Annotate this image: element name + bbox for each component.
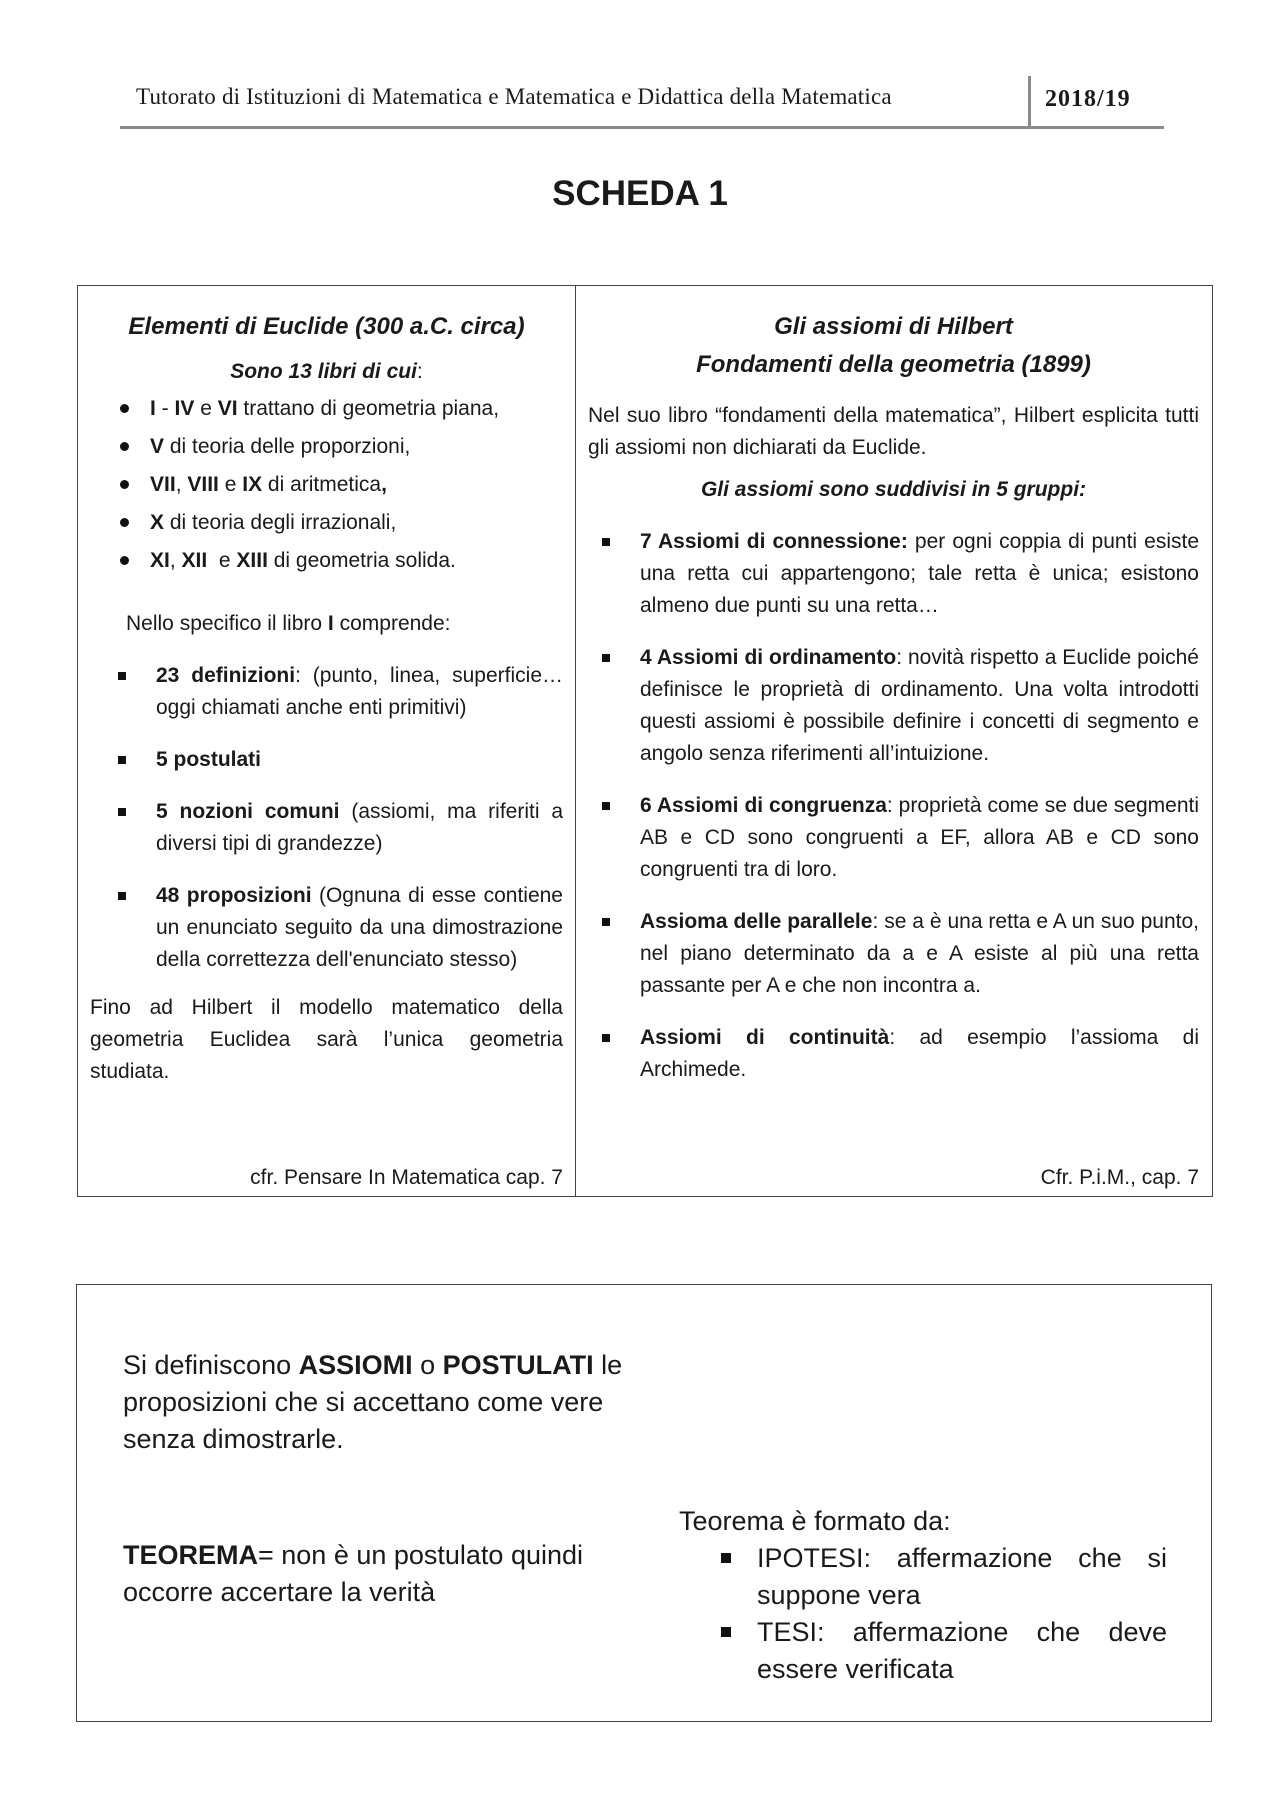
book-number: XI xyxy=(150,549,170,572)
book-text: - xyxy=(155,397,175,420)
list-item xyxy=(110,504,563,542)
euclid-column xyxy=(78,286,576,1196)
book-text: di aritmetica xyxy=(262,473,382,496)
intro-bold: I xyxy=(327,612,334,635)
book-text: e xyxy=(218,473,243,496)
book-text: , xyxy=(175,473,188,496)
list-item xyxy=(598,906,1199,1002)
item-bold: Assioma delle parallele xyxy=(640,910,873,933)
item-text: : proprietà come se due segmenti AB e CD sono congruenti a EF, allora AB e CD sono congruenti tra di loro. xyxy=(640,794,1200,881)
item-bold: 5 postulati xyxy=(156,748,262,771)
theorem-structure xyxy=(679,1503,1167,1688)
header-title: Tutorato di Istituzioni di Matematica e Matematica e Didattica della Matematica xyxy=(136,84,892,109)
header-rule xyxy=(120,126,1164,129)
theorem-structure-title: Teorema è formato da: xyxy=(679,1506,951,1536)
theorem-parts xyxy=(679,1540,1167,1688)
item-bold: 6 Assiomi di congruenza xyxy=(640,794,887,817)
book-number: IV xyxy=(174,397,195,420)
item-text: per ogni coppia di punti esiste una retta cui appartengono; tale retta è unica; esistono almeno due punti su una retta… xyxy=(640,530,1200,617)
books-list xyxy=(90,390,563,580)
hilbert-subhead-bold: Gli assiomi sono suddivisi in 5 gruppi xyxy=(700,478,1080,501)
item-text: : ad esempio l’assioma di Archimede. xyxy=(640,1026,1199,1081)
list-item xyxy=(114,660,563,724)
book-number: IX xyxy=(242,473,263,496)
book-text: di teoria delle proporzioni, xyxy=(164,435,411,458)
hilbert-subhead-tail: : xyxy=(1079,478,1087,501)
def-text: Si definiscono xyxy=(123,1350,299,1380)
hilbert-heading-line2: Fondamenti della geometria (1899) xyxy=(696,351,1091,378)
page-header xyxy=(120,76,1164,132)
book-text: e xyxy=(207,549,237,572)
hilbert-column xyxy=(576,286,1211,1196)
axiom-definition xyxy=(123,1347,623,1458)
book-number: I xyxy=(150,397,156,420)
list-item xyxy=(110,390,563,428)
theorem-definition xyxy=(123,1537,623,1611)
book-text: di geometria solida. xyxy=(267,549,456,572)
def-bold: POSTULATI xyxy=(442,1350,594,1380)
def-bold: ASSIOMI xyxy=(298,1350,413,1380)
book-number: V xyxy=(150,435,165,458)
list-item xyxy=(110,466,563,504)
list-item: TESI: affermazione che deve essere verificata xyxy=(679,1614,1167,1688)
euclid-heading: Elementi di Euclide (300 a.C. circa) xyxy=(128,313,525,340)
item-bold: 48 proposizioni xyxy=(156,884,312,907)
header-year: 2018/19 xyxy=(1045,86,1131,112)
def-text: le proposizioni che si accettano come vere senza dimostrarle. xyxy=(123,1350,623,1454)
item-bold: 23 definizioni xyxy=(156,664,296,687)
hilbert-intro: Nel suo libro “fondamenti della matematica”, Hilbert esplicita tutti gli assiomi non dichiarati da Euclide. xyxy=(588,404,1199,459)
book-one-intro xyxy=(90,608,563,640)
teorema-text: = non è un postulato quindi occorre accertare la verità xyxy=(123,1540,584,1607)
euclid-subhead-tail: : xyxy=(416,360,423,383)
list-item xyxy=(114,796,563,860)
item-bold: 7 Assiomi di connessione: xyxy=(640,530,908,553)
item-bold: 4 Assiomi di ordinamento xyxy=(640,646,897,669)
book-number: XII xyxy=(181,549,208,572)
item-text: (Ognuna di esse contiene un enunciato seguito da una dimostrazione della correttezza dell'enunciato stesso) xyxy=(156,884,563,971)
euclid-subhead xyxy=(90,356,563,388)
book-comma: , xyxy=(381,473,387,496)
book-number: VIII xyxy=(187,473,219,496)
comparison-table xyxy=(77,285,1213,1197)
item-bold: Assiomi di continuità xyxy=(640,1026,890,1049)
book-number: XIII xyxy=(236,549,268,572)
definitions-box xyxy=(76,1284,1212,1722)
book-number: VII xyxy=(150,473,176,496)
intro-text: Nello specifico il libro xyxy=(126,612,328,635)
teorema-bold: TEOREMA xyxy=(123,1540,258,1570)
def-text: o xyxy=(412,1350,443,1380)
list-item xyxy=(598,1022,1199,1086)
page-title: SCHEDA 1 xyxy=(552,174,728,213)
hilbert-subhead xyxy=(588,474,1199,506)
hilbert-axiom-groups xyxy=(588,526,1199,1086)
item-text: : (punto, linea, superficie… oggi chiamati anche enti primitivi) xyxy=(156,664,563,719)
list-item xyxy=(114,880,563,976)
header-separator xyxy=(1028,76,1031,126)
book-text: trattano di geometria piana, xyxy=(237,397,500,420)
list-item xyxy=(598,526,1199,622)
euclid-subhead-bold: Sono 13 libri di cui xyxy=(230,360,417,383)
book-number: VI xyxy=(217,397,238,420)
hilbert-citation: Cfr. P.i.M., cap. 7 xyxy=(1040,1166,1199,1189)
item-text: : novità rispetto a Euclide poiché definisce le proprietà di ordinamento. Una volta introdotti questi assiomi è possibile definire i concetti di segmento e angolo senza riferimenti all’intuizione. xyxy=(640,646,1199,765)
euclid-closing: Fino ad Hilbert il modello matematico della geometria Euclidea sarà l’unica geometria studiata. xyxy=(90,996,563,1083)
list-item xyxy=(114,744,563,776)
book-text: e xyxy=(194,397,218,420)
book-text: di teoria degli irrazionali, xyxy=(164,511,397,534)
item-text: : se a è una retta e A un suo punto, nel piano determinato da a e A esiste al più una retta passante per A e che non incontra a. xyxy=(640,910,1199,997)
hilbert-heading-line1: Gli assiomi di Hilbert xyxy=(774,313,1013,340)
list-item xyxy=(598,790,1199,886)
book-one-contents xyxy=(90,660,563,976)
list-item xyxy=(598,642,1199,770)
intro-tail: comprende: xyxy=(333,612,451,635)
list-item: IPOTESI: affermazione che si suppone vera xyxy=(679,1540,1167,1614)
item-text: (assiomi, ma riferiti a diversi tipi di grandezze) xyxy=(156,800,564,855)
book-text: , xyxy=(169,549,182,572)
list-item xyxy=(110,542,563,580)
list-item xyxy=(110,428,563,466)
euclid-citation: cfr. Pensare In Matematica cap. 7 xyxy=(250,1166,563,1189)
book-number: X xyxy=(150,511,165,534)
item-bold: 5 nozioni comuni xyxy=(156,800,340,823)
